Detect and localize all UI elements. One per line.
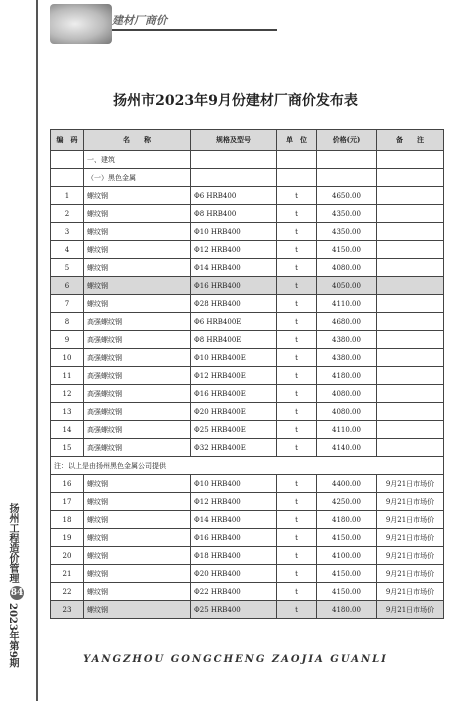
cell-price: 4080.00 — [317, 259, 377, 277]
cell-name: 高强螺纹钢 — [84, 439, 191, 457]
cell-name: 螺纹钢 — [84, 187, 191, 205]
cell-price: 4080.00 — [317, 385, 377, 403]
cell-spec: Φ6 HRB400 — [191, 187, 277, 205]
cell-price: 4180.00 — [317, 601, 377, 619]
subsection-row — [51, 169, 444, 187]
table-row — [51, 529, 444, 547]
cell-unit: t — [277, 529, 317, 547]
cell-spec: Φ25 HRB400 — [191, 601, 277, 619]
cell-spec: Φ20 HRB400 — [191, 565, 277, 583]
cell-unit: t — [277, 475, 317, 493]
table-row — [51, 421, 444, 439]
cell-name: 螺纹钢 — [84, 583, 191, 601]
cell-remark — [377, 313, 444, 331]
page-number-badge: 84 — [10, 588, 24, 598]
cell-name: 螺纹钢 — [84, 475, 191, 493]
cell-code: 1 — [51, 187, 84, 205]
column-logo-text: 建材厂商价 — [112, 14, 167, 27]
section-label: 一、建筑 — [84, 151, 191, 169]
cell-unit: t — [277, 439, 317, 457]
cell-remark — [377, 295, 444, 313]
cell-unit: t — [277, 385, 317, 403]
cell-unit: t — [277, 367, 317, 385]
cell-code: 19 — [51, 529, 84, 547]
table-row — [51, 187, 444, 205]
cell-spec: Φ8 HRB400 — [191, 205, 277, 223]
cell-remark — [377, 349, 444, 367]
table-row — [51, 223, 444, 241]
cell-remark — [377, 241, 444, 259]
cell-name: 高强螺纹钢 — [84, 331, 191, 349]
cell-name: 螺纹钢 — [84, 511, 191, 529]
cell-unit: t — [277, 259, 317, 277]
cell-price: 4150.00 — [317, 583, 377, 601]
table-row — [51, 511, 444, 529]
cell-price: 4110.00 — [317, 421, 377, 439]
cell-remark: 9月21日市场价 — [377, 475, 444, 493]
table-row — [51, 313, 444, 331]
cell-code: 6 — [51, 277, 84, 295]
cell-price: 4150.00 — [317, 565, 377, 583]
cell-price: 4180.00 — [317, 511, 377, 529]
cell-remark — [377, 403, 444, 421]
table-row — [51, 439, 444, 457]
cell-price: 4350.00 — [317, 205, 377, 223]
cell-name: 高强螺纹钢 — [84, 403, 191, 421]
table-row — [51, 367, 444, 385]
table-header-row — [51, 130, 444, 151]
cell-code: 22 — [51, 583, 84, 601]
cell-unit: t — [277, 421, 317, 439]
table-row — [51, 295, 444, 313]
table-row — [51, 349, 444, 367]
cell-spec: Φ14 HRB400 — [191, 511, 277, 529]
cell-spec: Φ12 HRB400 — [191, 241, 277, 259]
cell-unit: t — [277, 493, 317, 511]
cell-name: 螺纹钢 — [84, 601, 191, 619]
cell-spec: Φ22 HRB400 — [191, 583, 277, 601]
table-row — [51, 475, 444, 493]
cell-name: 螺纹钢 — [84, 277, 191, 295]
cell-code: 21 — [51, 565, 84, 583]
cell-remark: 9月21日市场价 — [377, 493, 444, 511]
table-row — [51, 493, 444, 511]
cell-code: 2 — [51, 205, 84, 223]
subsection-label: （一）黑色金属 — [84, 169, 191, 187]
cell-code: 14 — [51, 421, 84, 439]
journal-name: 扬州工程造价管理 — [7, 503, 18, 583]
cell-price: 4110.00 — [317, 295, 377, 313]
table-row — [51, 205, 444, 223]
cell-name: 螺纹钢 — [84, 295, 191, 313]
cell-code: 10 — [51, 349, 84, 367]
table-row — [51, 403, 444, 421]
note-text: 注：以上是由扬州黑色金属公司提供 — [51, 457, 444, 475]
price-table — [50, 129, 444, 619]
cell-price: 4150.00 — [317, 241, 377, 259]
cell-name: 高强螺纹钢 — [84, 421, 191, 439]
cell-spec: Φ25 HRB400E — [191, 421, 277, 439]
cell-remark — [377, 205, 444, 223]
cell-unit: t — [277, 331, 317, 349]
cell-spec: Φ8 HRB400E — [191, 331, 277, 349]
cell-name: 螺纹钢 — [84, 241, 191, 259]
cell-unit: t — [277, 511, 317, 529]
cell-name: 螺纹钢 — [84, 205, 191, 223]
cell-price: 4050.00 — [317, 277, 377, 295]
cell-unit: t — [277, 547, 317, 565]
cell-spec: Φ10 HRB400 — [191, 475, 277, 493]
cell-code: 4 — [51, 241, 84, 259]
cell-unit: t — [277, 277, 317, 295]
cell-remark — [377, 331, 444, 349]
cell-spec: Φ10 HRB400 — [191, 223, 277, 241]
section-row — [51, 151, 444, 169]
col-header-spec: 规格及型号 — [191, 130, 277, 151]
cell-unit: t — [277, 241, 317, 259]
cell-name: 高强螺纹钢 — [84, 385, 191, 403]
cell-price: 4100.00 — [317, 547, 377, 565]
cell-code: 9 — [51, 331, 84, 349]
cell-price: 4350.00 — [317, 223, 377, 241]
table-row — [51, 547, 444, 565]
cell-code: 23 — [51, 601, 84, 619]
col-header-name: 名 称 — [84, 130, 191, 151]
column-logo-icon — [50, 4, 112, 44]
cell-name: 螺纹钢 — [84, 223, 191, 241]
cell-spec: Φ16 HRB400E — [191, 385, 277, 403]
cell-remark — [377, 277, 444, 295]
cell-unit: t — [277, 403, 317, 421]
cell-price: 4380.00 — [317, 331, 377, 349]
cell-remark — [377, 259, 444, 277]
cell-remark: 9月21日市场价 — [377, 583, 444, 601]
col-header-unit: 单 位 — [277, 130, 317, 151]
table-row — [51, 241, 444, 259]
cell-unit: t — [277, 205, 317, 223]
cell-price: 4250.00 — [317, 493, 377, 511]
cell-remark: 9月21日市场价 — [377, 601, 444, 619]
cell-remark — [377, 385, 444, 403]
col-header-price: 价格(元) — [317, 130, 377, 151]
issue-label: 2023年第9期 — [7, 603, 18, 668]
cell-spec: Φ16 HRB400 — [191, 529, 277, 547]
cell-spec: Φ12 HRB400 — [191, 493, 277, 511]
cell-remark: 9月21日市场价 — [377, 565, 444, 583]
cell-remark — [377, 421, 444, 439]
cell-price: 4080.00 — [317, 403, 377, 421]
cell-name: 高强螺纹钢 — [84, 349, 191, 367]
cell-name: 螺纹钢 — [84, 259, 191, 277]
cell-price: 4400.00 — [317, 475, 377, 493]
cell-code: 5 — [51, 259, 84, 277]
cell-code: 16 — [51, 475, 84, 493]
footer-journal-pinyin: YANGZHOU GONGCHENG ZAOJIA GUANLI — [83, 654, 388, 665]
cell-price: 4140.00 — [317, 439, 377, 457]
cell-remark — [377, 367, 444, 385]
cell-spec: Φ18 HRB400 — [191, 547, 277, 565]
cell-code: 8 — [51, 313, 84, 331]
cell-code: 15 — [51, 439, 84, 457]
cell-remark: 9月21日市场价 — [377, 511, 444, 529]
cell-name: 螺纹钢 — [84, 565, 191, 583]
cell-remark — [377, 187, 444, 205]
cell-remark: 9月21日市场价 — [377, 529, 444, 547]
cell-code: 7 — [51, 295, 84, 313]
journal-sidebar — [6, 503, 28, 668]
cell-unit: t — [277, 313, 317, 331]
cell-spec: Φ10 HRB400E — [191, 349, 277, 367]
table-row — [51, 583, 444, 601]
cell-unit: t — [277, 601, 317, 619]
page-title: 扬州市2023年9月份建材厂商价发布表 — [113, 93, 358, 109]
cell-name: 高强螺纹钢 — [84, 367, 191, 385]
table-row — [51, 385, 444, 403]
cell-price: 4150.00 — [317, 529, 377, 547]
cell-name: 螺纹钢 — [84, 547, 191, 565]
cell-remark: 9月21日市场价 — [377, 547, 444, 565]
col-header-code: 编 码 — [51, 130, 84, 151]
cell-name: 螺纹钢 — [84, 493, 191, 511]
cell-spec: Φ14 HRB400 — [191, 259, 277, 277]
cell-spec: Φ28 HRB400 — [191, 295, 277, 313]
table-row — [51, 259, 444, 277]
cell-spec: Φ16 HRB400 — [191, 277, 277, 295]
table-row — [51, 601, 444, 619]
cell-unit: t — [277, 223, 317, 241]
header-rule — [112, 29, 277, 31]
cell-price: 4380.00 — [317, 349, 377, 367]
cell-unit: t — [277, 187, 317, 205]
cell-name: 螺纹钢 — [84, 529, 191, 547]
cell-code: 17 — [51, 493, 84, 511]
cell-code: 11 — [51, 367, 84, 385]
cell-spec: Φ12 HRB400E — [191, 367, 277, 385]
cell-code: 18 — [51, 511, 84, 529]
cell-unit: t — [277, 295, 317, 313]
cell-code: 13 — [51, 403, 84, 421]
cell-remark — [377, 439, 444, 457]
cell-name: 高强螺纹钢 — [84, 313, 191, 331]
cell-remark — [377, 223, 444, 241]
table-row — [51, 331, 444, 349]
cell-unit: t — [277, 583, 317, 601]
cell-unit: t — [277, 565, 317, 583]
cell-unit: t — [277, 349, 317, 367]
cell-spec: Φ6 HRB400E — [191, 313, 277, 331]
table-row — [51, 565, 444, 583]
cell-code: 20 — [51, 547, 84, 565]
col-header-remark: 备 注 — [377, 130, 444, 151]
table-row — [51, 277, 444, 295]
cell-price: 4180.00 — [317, 367, 377, 385]
cell-spec: Φ32 HRB400E — [191, 439, 277, 457]
cell-spec: Φ20 HRB400E — [191, 403, 277, 421]
cell-code: 12 — [51, 385, 84, 403]
cell-price: 4650.00 — [317, 187, 377, 205]
cell-code: 3 — [51, 223, 84, 241]
note-row — [51, 457, 444, 475]
cell-price: 4680.00 — [317, 313, 377, 331]
